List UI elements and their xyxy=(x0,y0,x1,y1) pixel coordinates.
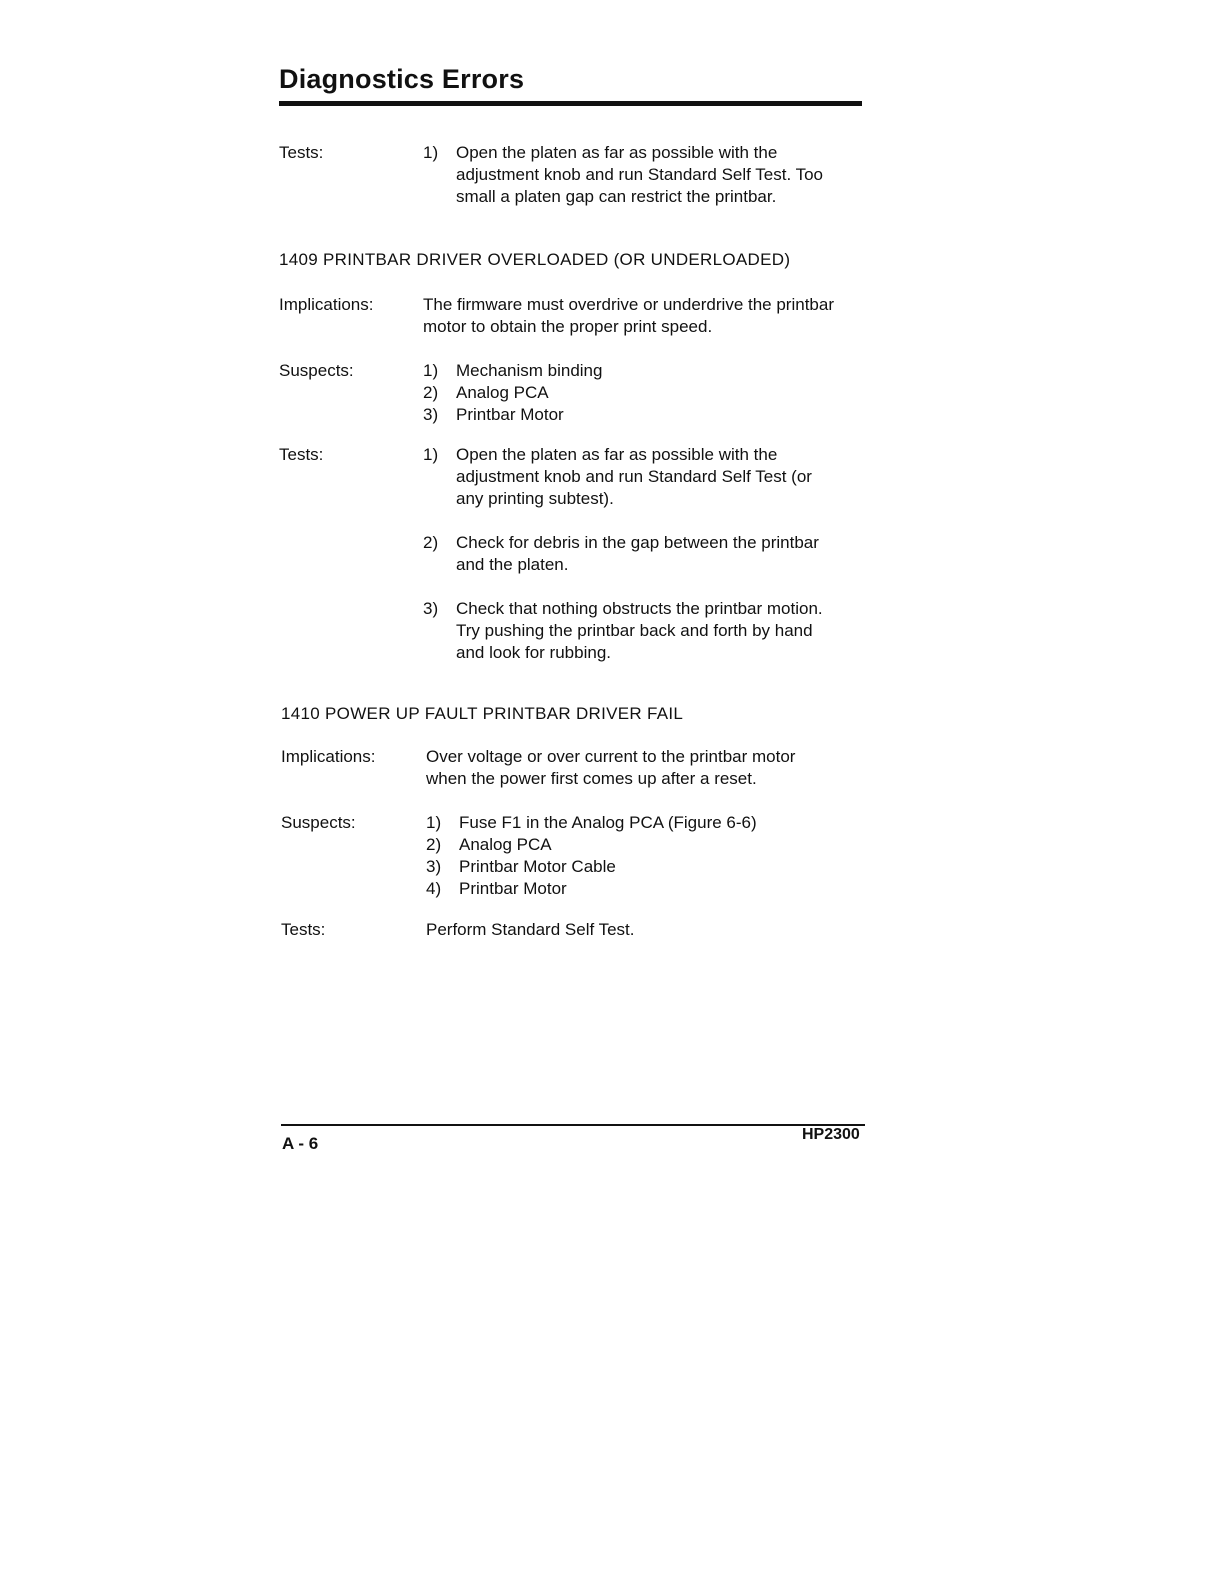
title-rule xyxy=(279,101,862,106)
list-item xyxy=(423,360,879,382)
error-1409-suspects xyxy=(279,360,879,426)
list-item xyxy=(423,444,879,510)
item-number: 1) xyxy=(423,445,439,464)
error-1409-heading: 1409 PRINTBAR DRIVER OVERLOADED (OR UNDERLOADED) xyxy=(279,250,791,269)
suspects-label: Suspects: xyxy=(281,813,356,832)
implications-text: Over voltage or over current to the printbar motor when the power first comes up after a reset. xyxy=(426,747,796,788)
item-text: Open the platen as far as possible with the adjustment knob and run Standard Self Test (or any printing subtest). xyxy=(456,445,812,508)
item-text: Check that nothing obstructs the printbar motion. Try pushing the printbar back and forth by hand and look for rubbing. xyxy=(456,599,823,662)
list-item xyxy=(426,878,881,900)
page-title: Diagnostics Errors xyxy=(279,64,525,94)
item-text: Mechanism binding xyxy=(456,361,603,380)
list-item xyxy=(423,142,879,208)
footer-rule xyxy=(281,1124,865,1126)
item-number: 1) xyxy=(423,143,439,162)
item-number: 3) xyxy=(426,857,442,876)
item-number: 2) xyxy=(423,383,439,402)
list-item xyxy=(426,856,881,878)
item-number: 4) xyxy=(426,879,442,898)
item-text: Check for debris in the gap between the printbar and the platen. xyxy=(456,533,819,574)
error-1410-heading: 1410 POWER UP FAULT PRINTBAR DRIVER FAIL xyxy=(281,704,684,723)
tests-label: Tests: xyxy=(279,445,324,464)
list-item xyxy=(423,404,879,426)
list-item xyxy=(426,834,881,856)
error-1410-tests xyxy=(281,919,881,941)
tests-label: Tests: xyxy=(281,920,326,939)
error-1410-suspects xyxy=(281,812,881,900)
error-1409-tests xyxy=(279,444,879,664)
list-item xyxy=(423,382,879,404)
item-number: 3) xyxy=(423,599,439,618)
error-1410-implications xyxy=(281,746,881,790)
intro-tests-row xyxy=(279,142,879,208)
item-number: 1) xyxy=(426,813,442,832)
list-item xyxy=(426,812,881,834)
item-text: Analog PCA xyxy=(459,835,552,854)
tests-text: Perform Standard Self Test. xyxy=(426,920,635,939)
item-number: 2) xyxy=(423,533,439,552)
product-name: HP2300 xyxy=(802,1126,860,1143)
page-number: A - 6 xyxy=(282,1134,319,1153)
suspects-label: Suspects: xyxy=(279,361,354,380)
list-item xyxy=(423,598,879,664)
item-number: 1) xyxy=(423,361,439,380)
item-text: Fuse F1 in the Analog PCA (Figure 6-6) xyxy=(459,813,757,832)
intro-tests-block xyxy=(279,142,879,208)
item-text: Open the platen as far as possible with the adjustment knob and run Standard Self Test. Too small a platen gap can restrict the printbar. xyxy=(456,143,824,206)
item-number: 3) xyxy=(423,405,439,424)
tests-label: Tests: xyxy=(279,143,324,162)
list-item xyxy=(423,532,879,576)
item-text: Printbar Motor Cable xyxy=(459,857,616,876)
error-1409-implications xyxy=(279,294,879,338)
item-number: 2) xyxy=(426,835,442,854)
implications-label: Implications: xyxy=(279,295,374,314)
implications-text: The firmware must overdrive or underdrive the printbar motor to obtain the proper print speed. xyxy=(423,295,834,336)
implications-label: Implications: xyxy=(281,747,376,766)
item-text: Analog PCA xyxy=(456,383,549,402)
item-text: Printbar Motor xyxy=(456,405,564,424)
item-text: Printbar Motor xyxy=(459,879,567,898)
